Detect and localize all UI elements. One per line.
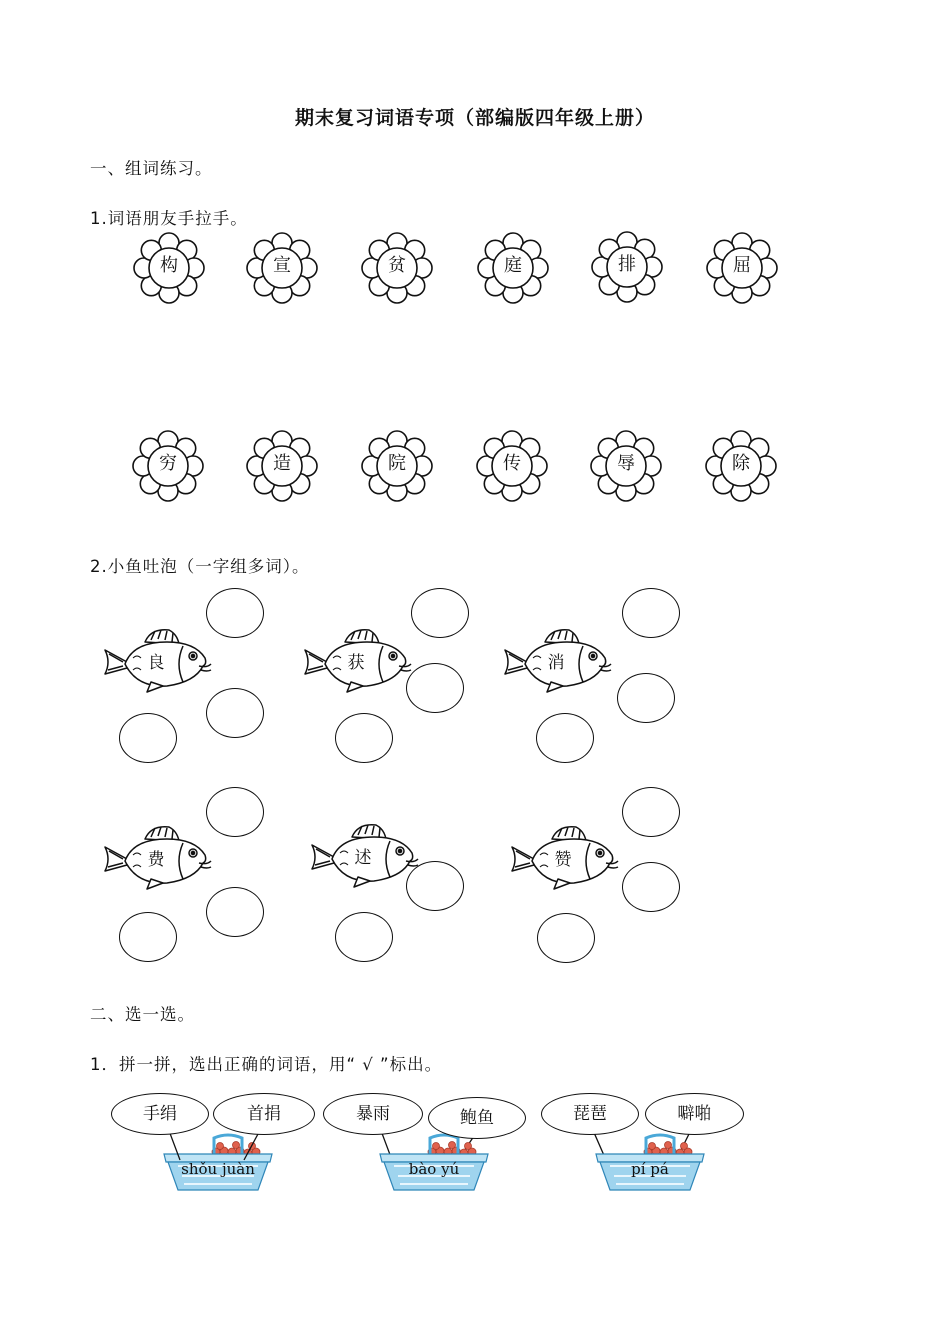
choice-option[interactable]: 首捐	[213, 1093, 315, 1135]
choice-option[interactable]: 琵琶	[541, 1093, 639, 1135]
choice-option[interactable]: 噼啪	[645, 1093, 744, 1135]
pinyin-label: bào yú	[408, 1160, 460, 1178]
flower-character: 贫	[388, 255, 406, 276]
flower-character: 辱	[617, 453, 635, 474]
section-heading-1: 一、组词练习。	[90, 159, 213, 178]
choice-option[interactable]: 暴雨	[323, 1093, 423, 1135]
flower-character: 穷	[159, 453, 177, 474]
flower-character: 排	[618, 254, 636, 275]
basket-item	[590, 1132, 710, 1194]
fish-character: 良	[147, 653, 165, 673]
flower-character: 宣	[273, 255, 291, 276]
pinyin-label: pí pá	[631, 1160, 669, 1178]
flower-character: 传	[503, 453, 521, 474]
pinyin-label: shǒu juàn	[181, 1160, 255, 1178]
fish-character: 赞	[554, 850, 572, 870]
basket-item	[374, 1132, 494, 1194]
question-label-1-2: 2.小鱼吐泡（一字组多词）。	[90, 557, 310, 576]
question-label-1-1: 1.词语朋友手拉手。	[90, 209, 248, 228]
fish-character: 获	[347, 653, 365, 673]
choice-option[interactable]: 鲍鱼	[428, 1097, 526, 1139]
question-label-2-1: 1．拼一拼，选出正确的词语，用“ √ ”标出。	[90, 1055, 443, 1074]
flower-character: 院	[388, 453, 406, 474]
flower-character: 除	[732, 453, 750, 474]
fish-character: 消	[547, 653, 565, 673]
choice-option[interactable]: 手绢	[111, 1093, 209, 1135]
flower-character: 庭	[504, 255, 522, 276]
flower-character: 造	[273, 453, 291, 474]
fish-character: 费	[147, 850, 165, 870]
fish-character: 述	[354, 848, 372, 868]
flower-character: 构	[160, 255, 178, 276]
page-title: 期末复习词语专项（部编版四年级上册）	[294, 107, 655, 129]
flower-character: 屈	[733, 255, 751, 276]
section-heading-2: 二、选一选。	[90, 1005, 195, 1024]
